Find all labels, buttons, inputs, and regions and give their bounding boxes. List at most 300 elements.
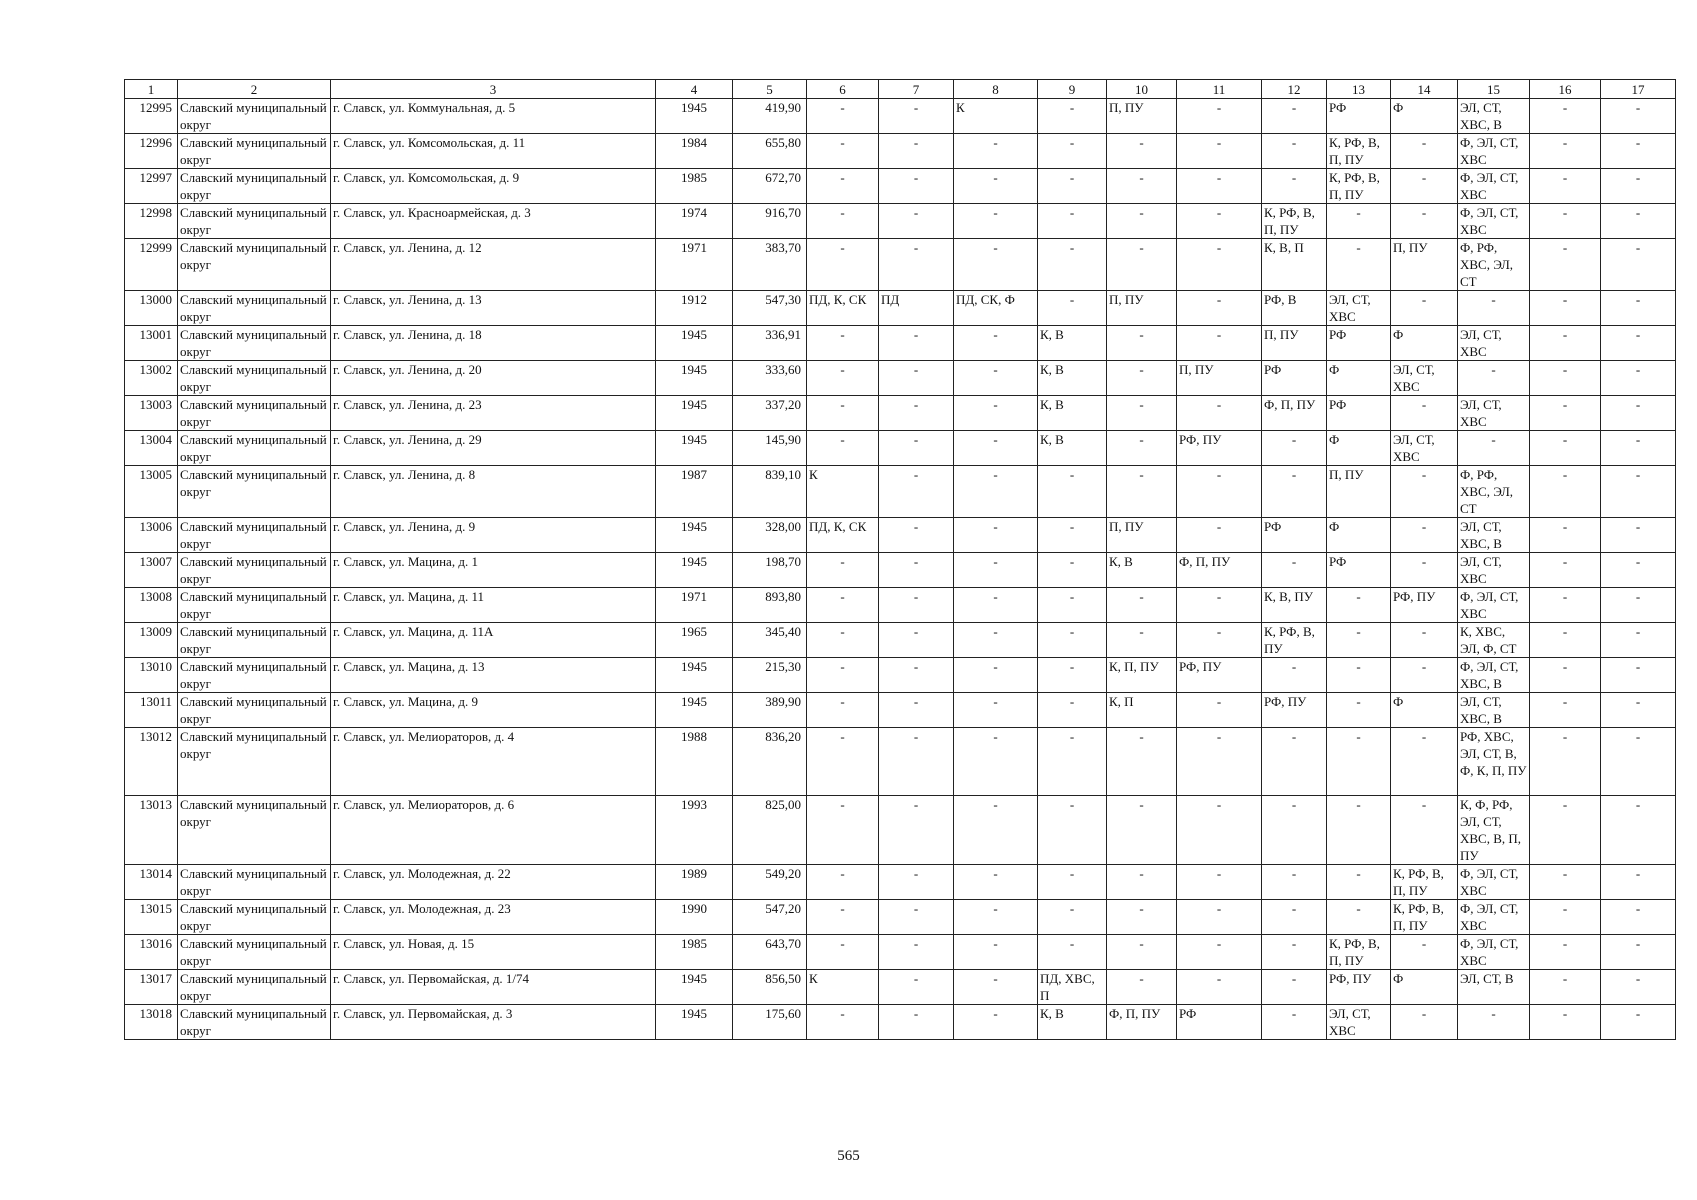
table-cell: - bbox=[1107, 396, 1177, 431]
column-header: 2 bbox=[178, 80, 331, 99]
table-cell: 13011 bbox=[125, 693, 178, 728]
table-cell: - bbox=[879, 623, 954, 658]
table-cell: 13003 bbox=[125, 396, 178, 431]
table-cell: - bbox=[807, 796, 879, 865]
table-cell: - bbox=[954, 1005, 1038, 1040]
table-cell: - bbox=[1391, 1005, 1458, 1040]
column-header: 12 bbox=[1262, 80, 1327, 99]
table-cell: - bbox=[807, 900, 879, 935]
table-cell: - bbox=[1327, 865, 1391, 900]
table-cell: 916,70 bbox=[733, 204, 807, 239]
table-cell: - bbox=[954, 518, 1038, 553]
table-cell: 547,20 bbox=[733, 900, 807, 935]
table-cell: ПД, ХВС, П bbox=[1038, 970, 1107, 1005]
table-row bbox=[125, 623, 1676, 658]
table-cell: - bbox=[1530, 935, 1601, 970]
table-cell: П, ПУ bbox=[1107, 99, 1177, 134]
table-cell: - bbox=[954, 865, 1038, 900]
table-cell: 1965 bbox=[656, 623, 733, 658]
table-cell: - bbox=[1107, 623, 1177, 658]
table-cell: - bbox=[954, 466, 1038, 518]
table-cell: - bbox=[1601, 1005, 1676, 1040]
table-cell: 655,80 bbox=[733, 134, 807, 169]
table-cell: - bbox=[1391, 623, 1458, 658]
table-cell: ЭЛ, СТ, ХВС bbox=[1327, 291, 1391, 326]
table-cell: 1989 bbox=[656, 865, 733, 900]
table-cell: 13010 bbox=[125, 658, 178, 693]
table-cell: - bbox=[1327, 658, 1391, 693]
table-cell: - bbox=[807, 204, 879, 239]
table-cell: - bbox=[1262, 970, 1327, 1005]
table-cell: - bbox=[1262, 431, 1327, 466]
table-cell: ПД, К, СК bbox=[807, 291, 879, 326]
table-cell: - bbox=[1601, 326, 1676, 361]
table-cell: - bbox=[1530, 518, 1601, 553]
table-cell: 12995 bbox=[125, 99, 178, 134]
table-cell: 12996 bbox=[125, 134, 178, 169]
table-cell: Славский муниципальный округ bbox=[178, 865, 331, 900]
table-cell: 215,30 bbox=[733, 658, 807, 693]
table-row bbox=[125, 728, 1676, 796]
table-cell: - bbox=[1038, 728, 1107, 796]
table-cell: 1945 bbox=[656, 99, 733, 134]
table-row bbox=[125, 326, 1676, 361]
table-cell: К, В bbox=[1038, 361, 1107, 396]
table-cell: - bbox=[879, 900, 954, 935]
table-cell: - bbox=[1177, 623, 1262, 658]
table-cell: - bbox=[1038, 99, 1107, 134]
table-cell: 13012 bbox=[125, 728, 178, 796]
header-row bbox=[125, 80, 1676, 99]
table-cell: - bbox=[1038, 553, 1107, 588]
table-cell: - bbox=[879, 204, 954, 239]
table-cell: 1945 bbox=[656, 970, 733, 1005]
table-cell: Ф bbox=[1327, 431, 1391, 466]
table-cell: - bbox=[1262, 900, 1327, 935]
table-cell: Ф, ЭЛ, СТ, ХВС bbox=[1458, 588, 1530, 623]
table-cell: - bbox=[954, 970, 1038, 1005]
table-cell: - bbox=[1107, 796, 1177, 865]
table-cell: - bbox=[954, 796, 1038, 865]
table-cell: - bbox=[879, 935, 954, 970]
table-cell: - bbox=[954, 588, 1038, 623]
table-cell: К, В, П bbox=[1262, 239, 1327, 291]
table-cell: - bbox=[1530, 658, 1601, 693]
table-cell: 549,20 bbox=[733, 865, 807, 900]
table-cell: Ф, ЭЛ, СТ, ХВС bbox=[1458, 169, 1530, 204]
table-cell: - bbox=[879, 169, 954, 204]
table-cell: - bbox=[807, 431, 879, 466]
table-cell: г. Славск, ул. Ленина, д. 29 bbox=[331, 431, 656, 466]
table-cell: - bbox=[1107, 865, 1177, 900]
table-cell: - bbox=[1038, 658, 1107, 693]
table-cell: - bbox=[1391, 134, 1458, 169]
table-cell: Славский муниципальный округ bbox=[178, 1005, 331, 1040]
table-cell: 1945 bbox=[656, 553, 733, 588]
table-cell: - bbox=[1327, 239, 1391, 291]
table-cell: - bbox=[1107, 970, 1177, 1005]
table-cell: 672,70 bbox=[733, 169, 807, 204]
column-header: 1 bbox=[125, 80, 178, 99]
table-cell: - bbox=[1038, 239, 1107, 291]
table-cell: - bbox=[879, 134, 954, 169]
table-cell: П, ПУ bbox=[1327, 466, 1391, 518]
table-cell: 13002 bbox=[125, 361, 178, 396]
table-cell: РФ bbox=[1327, 396, 1391, 431]
table-cell: Ф, РФ, ХВС, ЭЛ, СТ bbox=[1458, 466, 1530, 518]
column-header: 17 bbox=[1601, 80, 1676, 99]
table-cell: 1912 bbox=[656, 291, 733, 326]
table-cell: - bbox=[1391, 935, 1458, 970]
table-cell: 825,00 bbox=[733, 796, 807, 865]
table-cell: - bbox=[1038, 588, 1107, 623]
table-cell: 1945 bbox=[656, 396, 733, 431]
table-cell: К, П, ПУ bbox=[1107, 658, 1177, 693]
table-cell: - bbox=[1038, 693, 1107, 728]
column-header: 5 bbox=[733, 80, 807, 99]
table-cell: - bbox=[1107, 900, 1177, 935]
table-cell: - bbox=[1038, 865, 1107, 900]
table-row bbox=[125, 970, 1676, 1005]
table-cell: - bbox=[1107, 361, 1177, 396]
table-cell: К, РФ, В, П, ПУ bbox=[1327, 134, 1391, 169]
table-cell: Ф, ЭЛ, СТ, ХВС bbox=[1458, 204, 1530, 239]
table-cell: 1945 bbox=[656, 518, 733, 553]
table-cell: Ф, ЭЛ, СТ, ХВС bbox=[1458, 134, 1530, 169]
table-cell: Ф, П, ПУ bbox=[1262, 396, 1327, 431]
table-cell: РФ, ПУ bbox=[1177, 431, 1262, 466]
table-cell: Славский муниципальный округ bbox=[178, 326, 331, 361]
table-cell: - bbox=[1262, 796, 1327, 865]
table-cell: - bbox=[1177, 728, 1262, 796]
table-cell: 1945 bbox=[656, 361, 733, 396]
table-cell: - bbox=[1107, 431, 1177, 466]
table-cell: - bbox=[1601, 658, 1676, 693]
table-cell: РФ bbox=[1262, 518, 1327, 553]
table-cell: 12998 bbox=[125, 204, 178, 239]
table-cell: - bbox=[879, 553, 954, 588]
table-cell: - bbox=[879, 361, 954, 396]
column-header: 10 bbox=[1107, 80, 1177, 99]
table-cell: Славский муниципальный округ bbox=[178, 623, 331, 658]
table-cell: К, РФ, В, П, ПУ bbox=[1391, 900, 1458, 935]
table-cell: 13008 bbox=[125, 588, 178, 623]
table-cell: 1974 bbox=[656, 204, 733, 239]
table-cell: 13015 bbox=[125, 900, 178, 935]
table-cell: 1971 bbox=[656, 588, 733, 623]
table-cell: - bbox=[1601, 588, 1676, 623]
table-cell: - bbox=[879, 239, 954, 291]
table-cell: - bbox=[1530, 553, 1601, 588]
table-row bbox=[125, 658, 1676, 693]
table-cell: Славский муниципальный округ bbox=[178, 728, 331, 796]
table-cell: г. Славск, ул. Комсомольская, д. 9 bbox=[331, 169, 656, 204]
table-cell: - bbox=[1177, 134, 1262, 169]
table-cell: г. Славск, ул. Ленина, д. 8 bbox=[331, 466, 656, 518]
table-cell: Славский муниципальный округ bbox=[178, 518, 331, 553]
table-cell: - bbox=[1601, 396, 1676, 431]
table-cell: - bbox=[954, 134, 1038, 169]
table-cell: 1985 bbox=[656, 169, 733, 204]
table-cell: - bbox=[954, 204, 1038, 239]
table-cell: - bbox=[1601, 728, 1676, 796]
table-cell: 643,70 bbox=[733, 935, 807, 970]
table-cell: - bbox=[879, 865, 954, 900]
table-cell: г. Славск, ул. Мацина, д. 13 bbox=[331, 658, 656, 693]
table-cell: - bbox=[1530, 970, 1601, 1005]
table-cell: РФ bbox=[1177, 1005, 1262, 1040]
table-cell: Славский муниципальный округ bbox=[178, 431, 331, 466]
table-cell: ЭЛ, СТ, ХВС bbox=[1391, 431, 1458, 466]
table-cell: К bbox=[954, 99, 1038, 134]
table-cell: 13017 bbox=[125, 970, 178, 1005]
table-cell: РФ, ПУ bbox=[1327, 970, 1391, 1005]
table-cell: ЭЛ, СТ, В bbox=[1458, 970, 1530, 1005]
table-cell: г. Славск, ул. Красноармейская, д. 3 bbox=[331, 204, 656, 239]
table-cell: 13004 bbox=[125, 431, 178, 466]
table-cell: - bbox=[954, 239, 1038, 291]
table-row bbox=[125, 900, 1676, 935]
table-cell: - bbox=[879, 1005, 954, 1040]
table-cell: Ф bbox=[1391, 326, 1458, 361]
table-cell: - bbox=[1177, 970, 1262, 1005]
table-cell: - bbox=[1601, 99, 1676, 134]
table-cell: - bbox=[1327, 204, 1391, 239]
table-cell: 175,60 bbox=[733, 1005, 807, 1040]
table-cell: Ф, ЭЛ, СТ, ХВС bbox=[1458, 900, 1530, 935]
table-row bbox=[125, 588, 1676, 623]
table-cell: Славский муниципальный округ bbox=[178, 588, 331, 623]
table-cell: - bbox=[807, 588, 879, 623]
table-cell: Ф, ЭЛ, СТ, ХВС bbox=[1458, 935, 1530, 970]
table-cell: - bbox=[1391, 553, 1458, 588]
table-cell: - bbox=[954, 361, 1038, 396]
table-cell: 1971 bbox=[656, 239, 733, 291]
table-cell: К, ХВС, ЭЛ, Ф, СТ bbox=[1458, 623, 1530, 658]
table-cell: г. Славск, ул. Ленина, д. 23 bbox=[331, 396, 656, 431]
table-cell: 856,50 bbox=[733, 970, 807, 1005]
table-cell: 383,70 bbox=[733, 239, 807, 291]
table-cell: - bbox=[1391, 396, 1458, 431]
table-cell: ПД, К, СК bbox=[807, 518, 879, 553]
table-cell: - bbox=[879, 99, 954, 134]
table-cell: ЭЛ, СТ, ХВС bbox=[1458, 396, 1530, 431]
table-cell: Ф bbox=[1391, 99, 1458, 134]
table-cell: РФ bbox=[1327, 99, 1391, 134]
table-cell: - bbox=[1530, 326, 1601, 361]
table-cell: 333,60 bbox=[733, 361, 807, 396]
table-cell: 1985 bbox=[656, 935, 733, 970]
table-cell: - bbox=[954, 658, 1038, 693]
table-cell: - bbox=[1262, 658, 1327, 693]
table-cell: - bbox=[879, 326, 954, 361]
table-cell: - bbox=[954, 728, 1038, 796]
table-cell: г. Славск, ул. Первомайская, д. 3 bbox=[331, 1005, 656, 1040]
table-cell: - bbox=[1327, 588, 1391, 623]
table-cell: - bbox=[1601, 553, 1676, 588]
table-cell: Славский муниципальный округ bbox=[178, 169, 331, 204]
table-cell: - bbox=[1530, 900, 1601, 935]
table-cell: - bbox=[1391, 466, 1458, 518]
table-cell: 836,20 bbox=[733, 728, 807, 796]
table-cell: 547,30 bbox=[733, 291, 807, 326]
table-cell: Славский муниципальный округ bbox=[178, 134, 331, 169]
table-cell: - bbox=[1601, 134, 1676, 169]
table-cell: - bbox=[1391, 796, 1458, 865]
table-cell: - bbox=[1530, 204, 1601, 239]
table-cell: - bbox=[1601, 970, 1676, 1005]
table-cell: 13013 bbox=[125, 796, 178, 865]
table-cell: г. Славск, ул. Мацина, д. 11 bbox=[331, 588, 656, 623]
column-header: 8 bbox=[954, 80, 1038, 99]
table-row bbox=[125, 466, 1676, 518]
table-row bbox=[125, 796, 1676, 865]
table-cell: - bbox=[807, 935, 879, 970]
register-table bbox=[124, 79, 1676, 1040]
table-cell: - bbox=[1391, 204, 1458, 239]
table-cell: - bbox=[879, 518, 954, 553]
table-cell: 1987 bbox=[656, 466, 733, 518]
table-cell: РФ, ХВС, ЭЛ, СТ, В, Ф, К, П, ПУ bbox=[1458, 728, 1530, 796]
column-header: 16 bbox=[1530, 80, 1601, 99]
table-cell: - bbox=[1262, 134, 1327, 169]
table-cell: К, РФ, В, П, ПУ bbox=[1327, 935, 1391, 970]
table-cell: ЭЛ, СТ, ХВС bbox=[1327, 1005, 1391, 1040]
table-cell: - bbox=[1262, 1005, 1327, 1040]
table-cell: - bbox=[807, 658, 879, 693]
column-header: 13 bbox=[1327, 80, 1391, 99]
table-cell: РФ bbox=[1262, 361, 1327, 396]
table-cell: - bbox=[1107, 935, 1177, 970]
table-cell: - bbox=[1391, 728, 1458, 796]
table-cell: г. Славск, ул. Первомайская, д. 1/74 bbox=[331, 970, 656, 1005]
table-cell: ПД bbox=[879, 291, 954, 326]
table-cell: - bbox=[1262, 466, 1327, 518]
table-cell: - bbox=[1107, 326, 1177, 361]
column-header: 4 bbox=[656, 80, 733, 99]
table-cell: - bbox=[807, 1005, 879, 1040]
table-cell: - bbox=[1391, 291, 1458, 326]
table-cell: 1990 bbox=[656, 900, 733, 935]
table-cell: - bbox=[1177, 291, 1262, 326]
table-cell: - bbox=[954, 326, 1038, 361]
table-cell: - bbox=[1038, 623, 1107, 658]
table-cell: г. Славск, ул. Мацина, д. 9 bbox=[331, 693, 656, 728]
page-number: 565 bbox=[837, 1148, 860, 1164]
table-cell: К, В bbox=[1038, 431, 1107, 466]
table-cell: РФ, ПУ bbox=[1262, 693, 1327, 728]
table-cell: 1945 bbox=[656, 431, 733, 466]
table-cell: - bbox=[1530, 169, 1601, 204]
table-cell: - bbox=[807, 239, 879, 291]
table-cell: 13007 bbox=[125, 553, 178, 588]
table-cell: К, РФ, В, ПУ bbox=[1262, 623, 1327, 658]
table-cell: ПД, СК, Ф bbox=[954, 291, 1038, 326]
table-cell: 145,90 bbox=[733, 431, 807, 466]
table-cell: 1988 bbox=[656, 728, 733, 796]
table-cell: К bbox=[807, 970, 879, 1005]
table-cell: - bbox=[1530, 134, 1601, 169]
table-cell: - bbox=[1530, 431, 1601, 466]
table-cell: - bbox=[879, 693, 954, 728]
table-cell: К, РФ, В, П, ПУ bbox=[1327, 169, 1391, 204]
table-cell: - bbox=[1177, 239, 1262, 291]
table-cell: - bbox=[1038, 134, 1107, 169]
table-cell: К, В bbox=[1038, 326, 1107, 361]
table-cell: - bbox=[1601, 169, 1676, 204]
table-cell: г. Славск, ул. Ленина, д. 20 bbox=[331, 361, 656, 396]
table-cell: П, ПУ bbox=[1177, 361, 1262, 396]
table-cell: - bbox=[1038, 466, 1107, 518]
table-row bbox=[125, 204, 1676, 239]
table-cell: г. Славск, ул. Коммунальная, д. 5 bbox=[331, 99, 656, 134]
table-cell: - bbox=[879, 970, 954, 1005]
table-cell: - bbox=[1530, 623, 1601, 658]
table-cell: - bbox=[1530, 239, 1601, 291]
table-cell: К, РФ, В, П, ПУ bbox=[1391, 865, 1458, 900]
table-cell: г. Славск, ул. Ленина, д. 9 bbox=[331, 518, 656, 553]
table-row bbox=[125, 553, 1676, 588]
table-row bbox=[125, 935, 1676, 970]
table-cell: П, ПУ bbox=[1107, 291, 1177, 326]
column-header: 11 bbox=[1177, 80, 1262, 99]
table-cell: П, ПУ bbox=[1262, 326, 1327, 361]
table-row bbox=[125, 134, 1676, 169]
table-cell: - bbox=[1262, 935, 1327, 970]
table-cell: - bbox=[1038, 204, 1107, 239]
table-cell: - bbox=[1038, 935, 1107, 970]
table-cell: 1984 bbox=[656, 134, 733, 169]
table-row bbox=[125, 169, 1676, 204]
table-cell: - bbox=[1391, 518, 1458, 553]
table-cell: - bbox=[1262, 728, 1327, 796]
table-cell: - bbox=[807, 553, 879, 588]
table-cell: Ф, ЭЛ, СТ, ХВС bbox=[1458, 865, 1530, 900]
table-cell: Ф bbox=[1391, 693, 1458, 728]
table-cell: - bbox=[1107, 466, 1177, 518]
table-cell: 12999 bbox=[125, 239, 178, 291]
table-cell: - bbox=[1107, 239, 1177, 291]
table-cell: - bbox=[1458, 431, 1530, 466]
table-cell: - bbox=[879, 728, 954, 796]
table-cell: 13014 bbox=[125, 865, 178, 900]
table-cell: 337,20 bbox=[733, 396, 807, 431]
table-cell: г. Славск, ул. Молодежная, д. 23 bbox=[331, 900, 656, 935]
table-cell: Ф bbox=[1327, 361, 1391, 396]
table-cell: - bbox=[1601, 935, 1676, 970]
table-row bbox=[125, 693, 1676, 728]
table-cell: г. Славск, ул. Ленина, д. 12 bbox=[331, 239, 656, 291]
table-cell: - bbox=[879, 658, 954, 693]
table-cell: П, ПУ bbox=[1107, 518, 1177, 553]
table-cell: Славский муниципальный округ bbox=[178, 361, 331, 396]
table-cell: - bbox=[807, 396, 879, 431]
table-cell: - bbox=[954, 900, 1038, 935]
table-cell: 328,00 bbox=[733, 518, 807, 553]
table-cell: 1945 bbox=[656, 1005, 733, 1040]
table-cell: - bbox=[1530, 693, 1601, 728]
table-cell: Славский муниципальный округ bbox=[178, 204, 331, 239]
table-cell: - bbox=[954, 553, 1038, 588]
table-cell: 1945 bbox=[656, 658, 733, 693]
table-cell: - bbox=[1530, 291, 1601, 326]
table-cell: Славский муниципальный округ bbox=[178, 466, 331, 518]
table-cell: 13018 bbox=[125, 1005, 178, 1040]
table-cell: - bbox=[1601, 865, 1676, 900]
table-cell: К bbox=[807, 466, 879, 518]
table-cell: - bbox=[807, 326, 879, 361]
table-cell: г. Славск, ул. Мацина, д. 11А bbox=[331, 623, 656, 658]
